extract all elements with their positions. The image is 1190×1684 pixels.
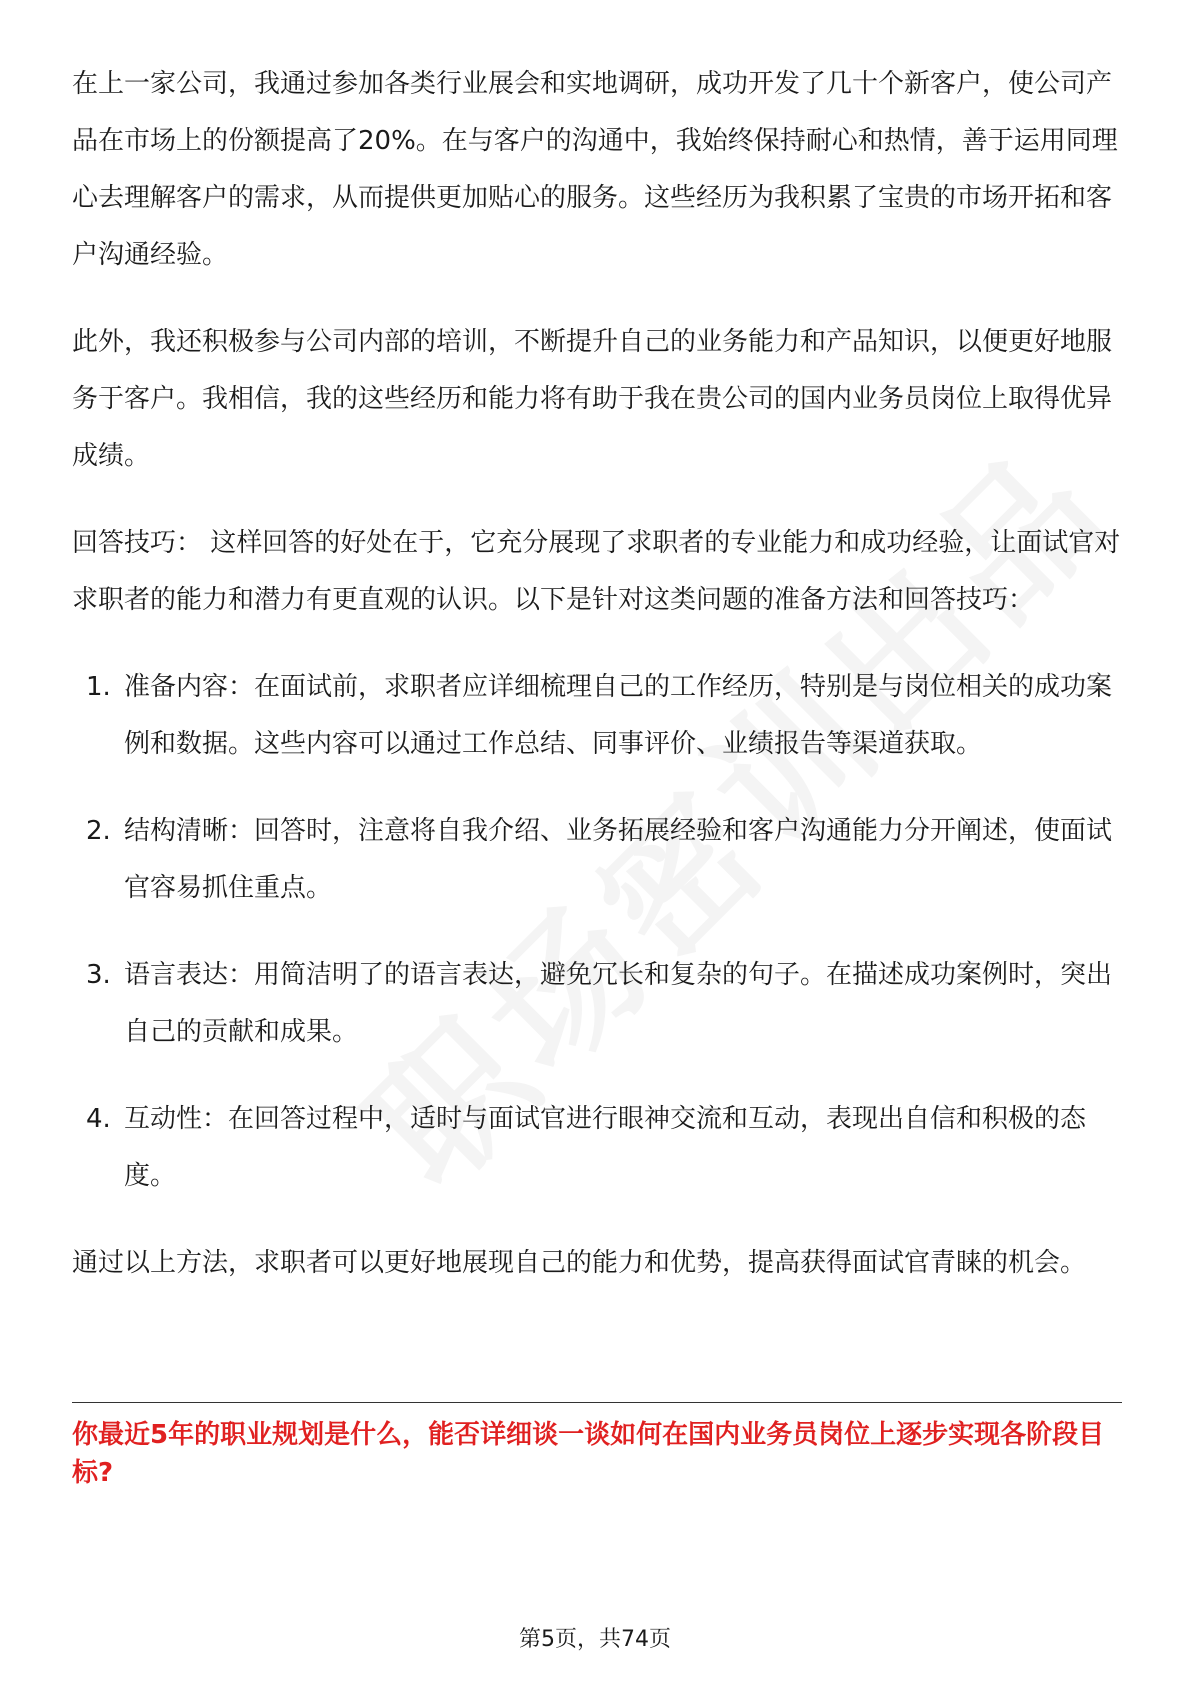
next-question-heading: 你最近5年的职业规划是什么，能否详细谈一谈如何在国内业务员岗位上逐步实现各阶段目标?: [72, 1420, 1105, 1488]
list-item-number: 1.: [86, 672, 111, 702]
paragraph-experience: 在上一家公司，我通过参加各类行业展会和实地调研，成功开发了几十个新客户，使公司产品在市场上的份额提高了20%。在与客户的沟通中，我始终保持耐心和热情，善于运用同理心去理解客户的需求，从而提供更加贴心的服务。这些经历为我积累了宝贵的市场开拓和客户沟通经验。: [72, 69, 1118, 270]
list-item: [72, 659, 1122, 773]
list-item-text: 准备内容：在面试前，求职者应详细梳理自己的工作经历，特别是与岗位相关的成功案例和数据。这些内容可以通过工作总结、同事评价、业绩报告等渠道获取。: [124, 672, 1113, 759]
list-item-text: 结构清晰：回答时，注意将自我介绍、业务拓展经验和客户沟通能力分开阐述，使面试官容易抓住重点。: [124, 816, 1113, 903]
list-item-number: 2.: [86, 816, 111, 846]
page-number: 第5页，共74页: [519, 1627, 671, 1652]
list-item: [72, 803, 1122, 917]
paragraph-tips-intro: 回答技巧： 这样回答的好处在于，它充分展现了求职者的专业能力和成功经验，让面试官对求职者的能力和潜力有更直观的认识。以下是针对这类问题的准备方法和回答技巧：: [72, 528, 1121, 615]
list-item-text: 互动性：在回答过程中，适时与面试官进行眼神交流和互动，表现出自信和积极的态度。: [124, 1104, 1087, 1191]
tips-list: [72, 659, 1122, 1205]
list-item-number: 4.: [86, 1104, 111, 1134]
list-item-number: 3.: [86, 960, 111, 990]
list-item-text: 语言表达：用简洁明了的语言表达，避免冗长和复杂的句子。在描述成功案例时，突出自己的贡献和成果。: [124, 960, 1113, 1047]
paragraph-training: 此外，我还积极参与公司内部的培训，不断提升自己的业务能力和产品知识，以便更好地服务于客户。我相信，我的这些经历和能力将有助于我在贵公司的国内业务员岗位上取得优异成绩。: [72, 327, 1113, 471]
paragraph-conclusion: 通过以上方法，求职者可以更好地展现自己的能力和优势，提高获得面试官青睐的机会。: [72, 1248, 1087, 1278]
section-divider: [72, 1402, 1122, 1403]
list-item: [72, 1091, 1122, 1205]
list-item: [72, 947, 1122, 1061]
main-content: [72, 56, 1122, 1322]
